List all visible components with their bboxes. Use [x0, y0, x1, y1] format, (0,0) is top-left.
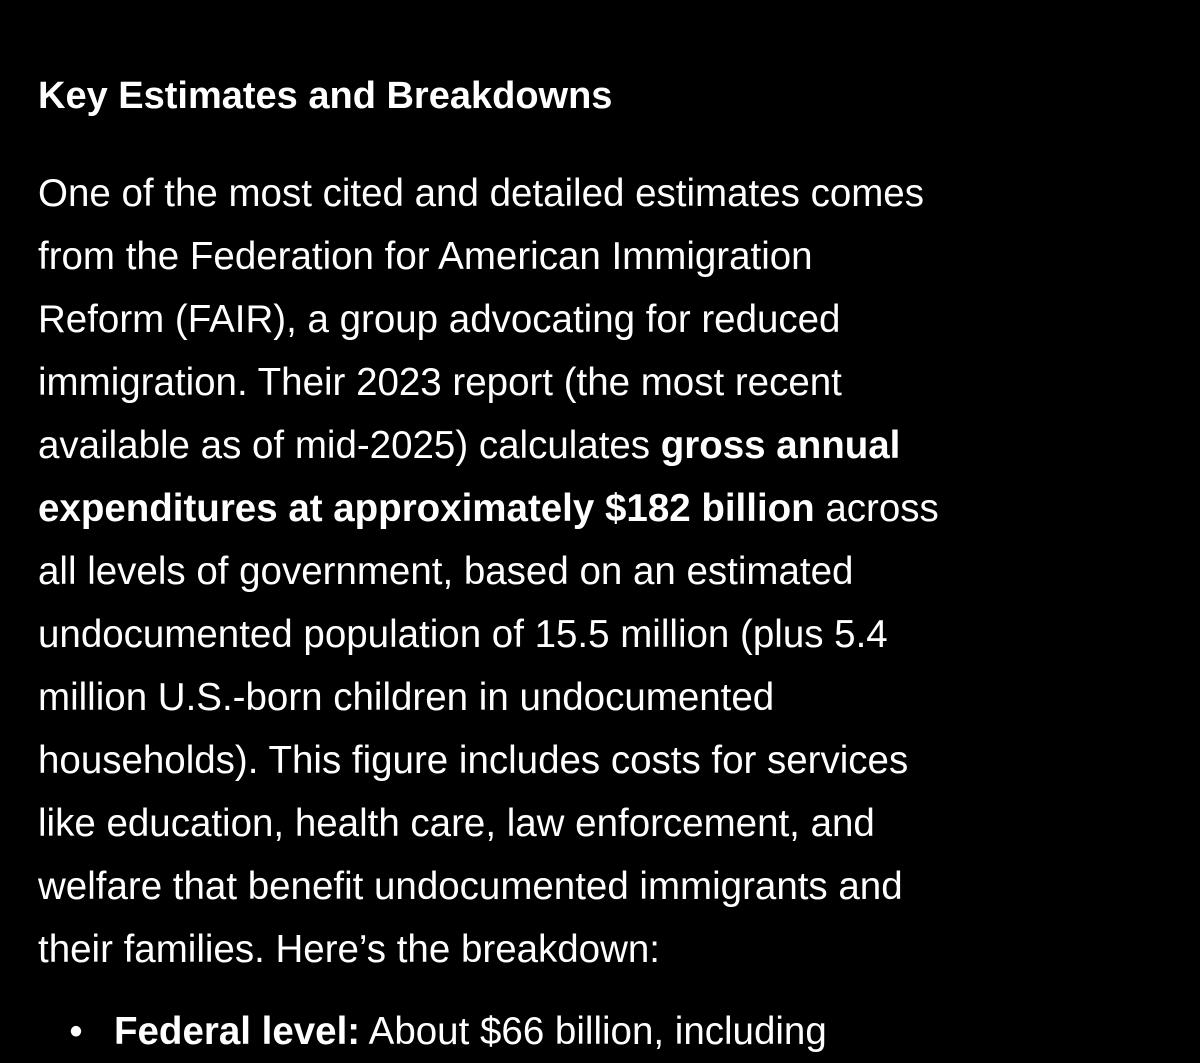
paragraph-line: [38, 414, 1168, 477]
paragraph-line: households). This figure includes costs for services: [38, 739, 909, 782]
paragraph-line: One of the most cited and detailed estimates comes: [38, 172, 924, 215]
paragraph-line: [38, 477, 1168, 540]
emphasis-text: expenditures at approximately $182 billion: [38, 487, 815, 530]
bullet-list-item: [38, 1000, 1168, 1063]
estimate-paragraph: [38, 162, 1168, 981]
section-heading: Key Estimates and Breakdowns: [38, 75, 613, 117]
bullet-label: Federal level:: [114, 1010, 361, 1053]
paragraph-text: across: [814, 487, 939, 530]
paragraph-line: million U.S.-born children in undocumented: [38, 676, 775, 719]
paragraph-line: all levels of government, based on an estimated: [38, 550, 854, 593]
bullet-text: About $66 billion, including: [360, 1010, 827, 1053]
paragraph-line: undocumented population of 15.5 million (plus 5.4: [38, 613, 888, 656]
paragraph-line: like education, health care, law enforcement, and: [38, 802, 875, 845]
paragraph-text: available as of mid-2025) calculates: [38, 424, 661, 467]
emphasis-text: gross annual: [660, 424, 901, 467]
paragraph-line: Reform (FAIR), a group advocating for reduced: [38, 298, 841, 341]
paragraph-line: immigration. Their 2023 report (the most recent: [38, 361, 842, 404]
bullet-marker: •: [69, 1010, 83, 1053]
paragraph-line: from the Federation for American Immigration: [38, 235, 813, 278]
paragraph-line: welfare that benefit undocumented immigrants and: [38, 865, 903, 908]
paragraph-line: their families. Here’s the breakdown:: [38, 928, 660, 971]
